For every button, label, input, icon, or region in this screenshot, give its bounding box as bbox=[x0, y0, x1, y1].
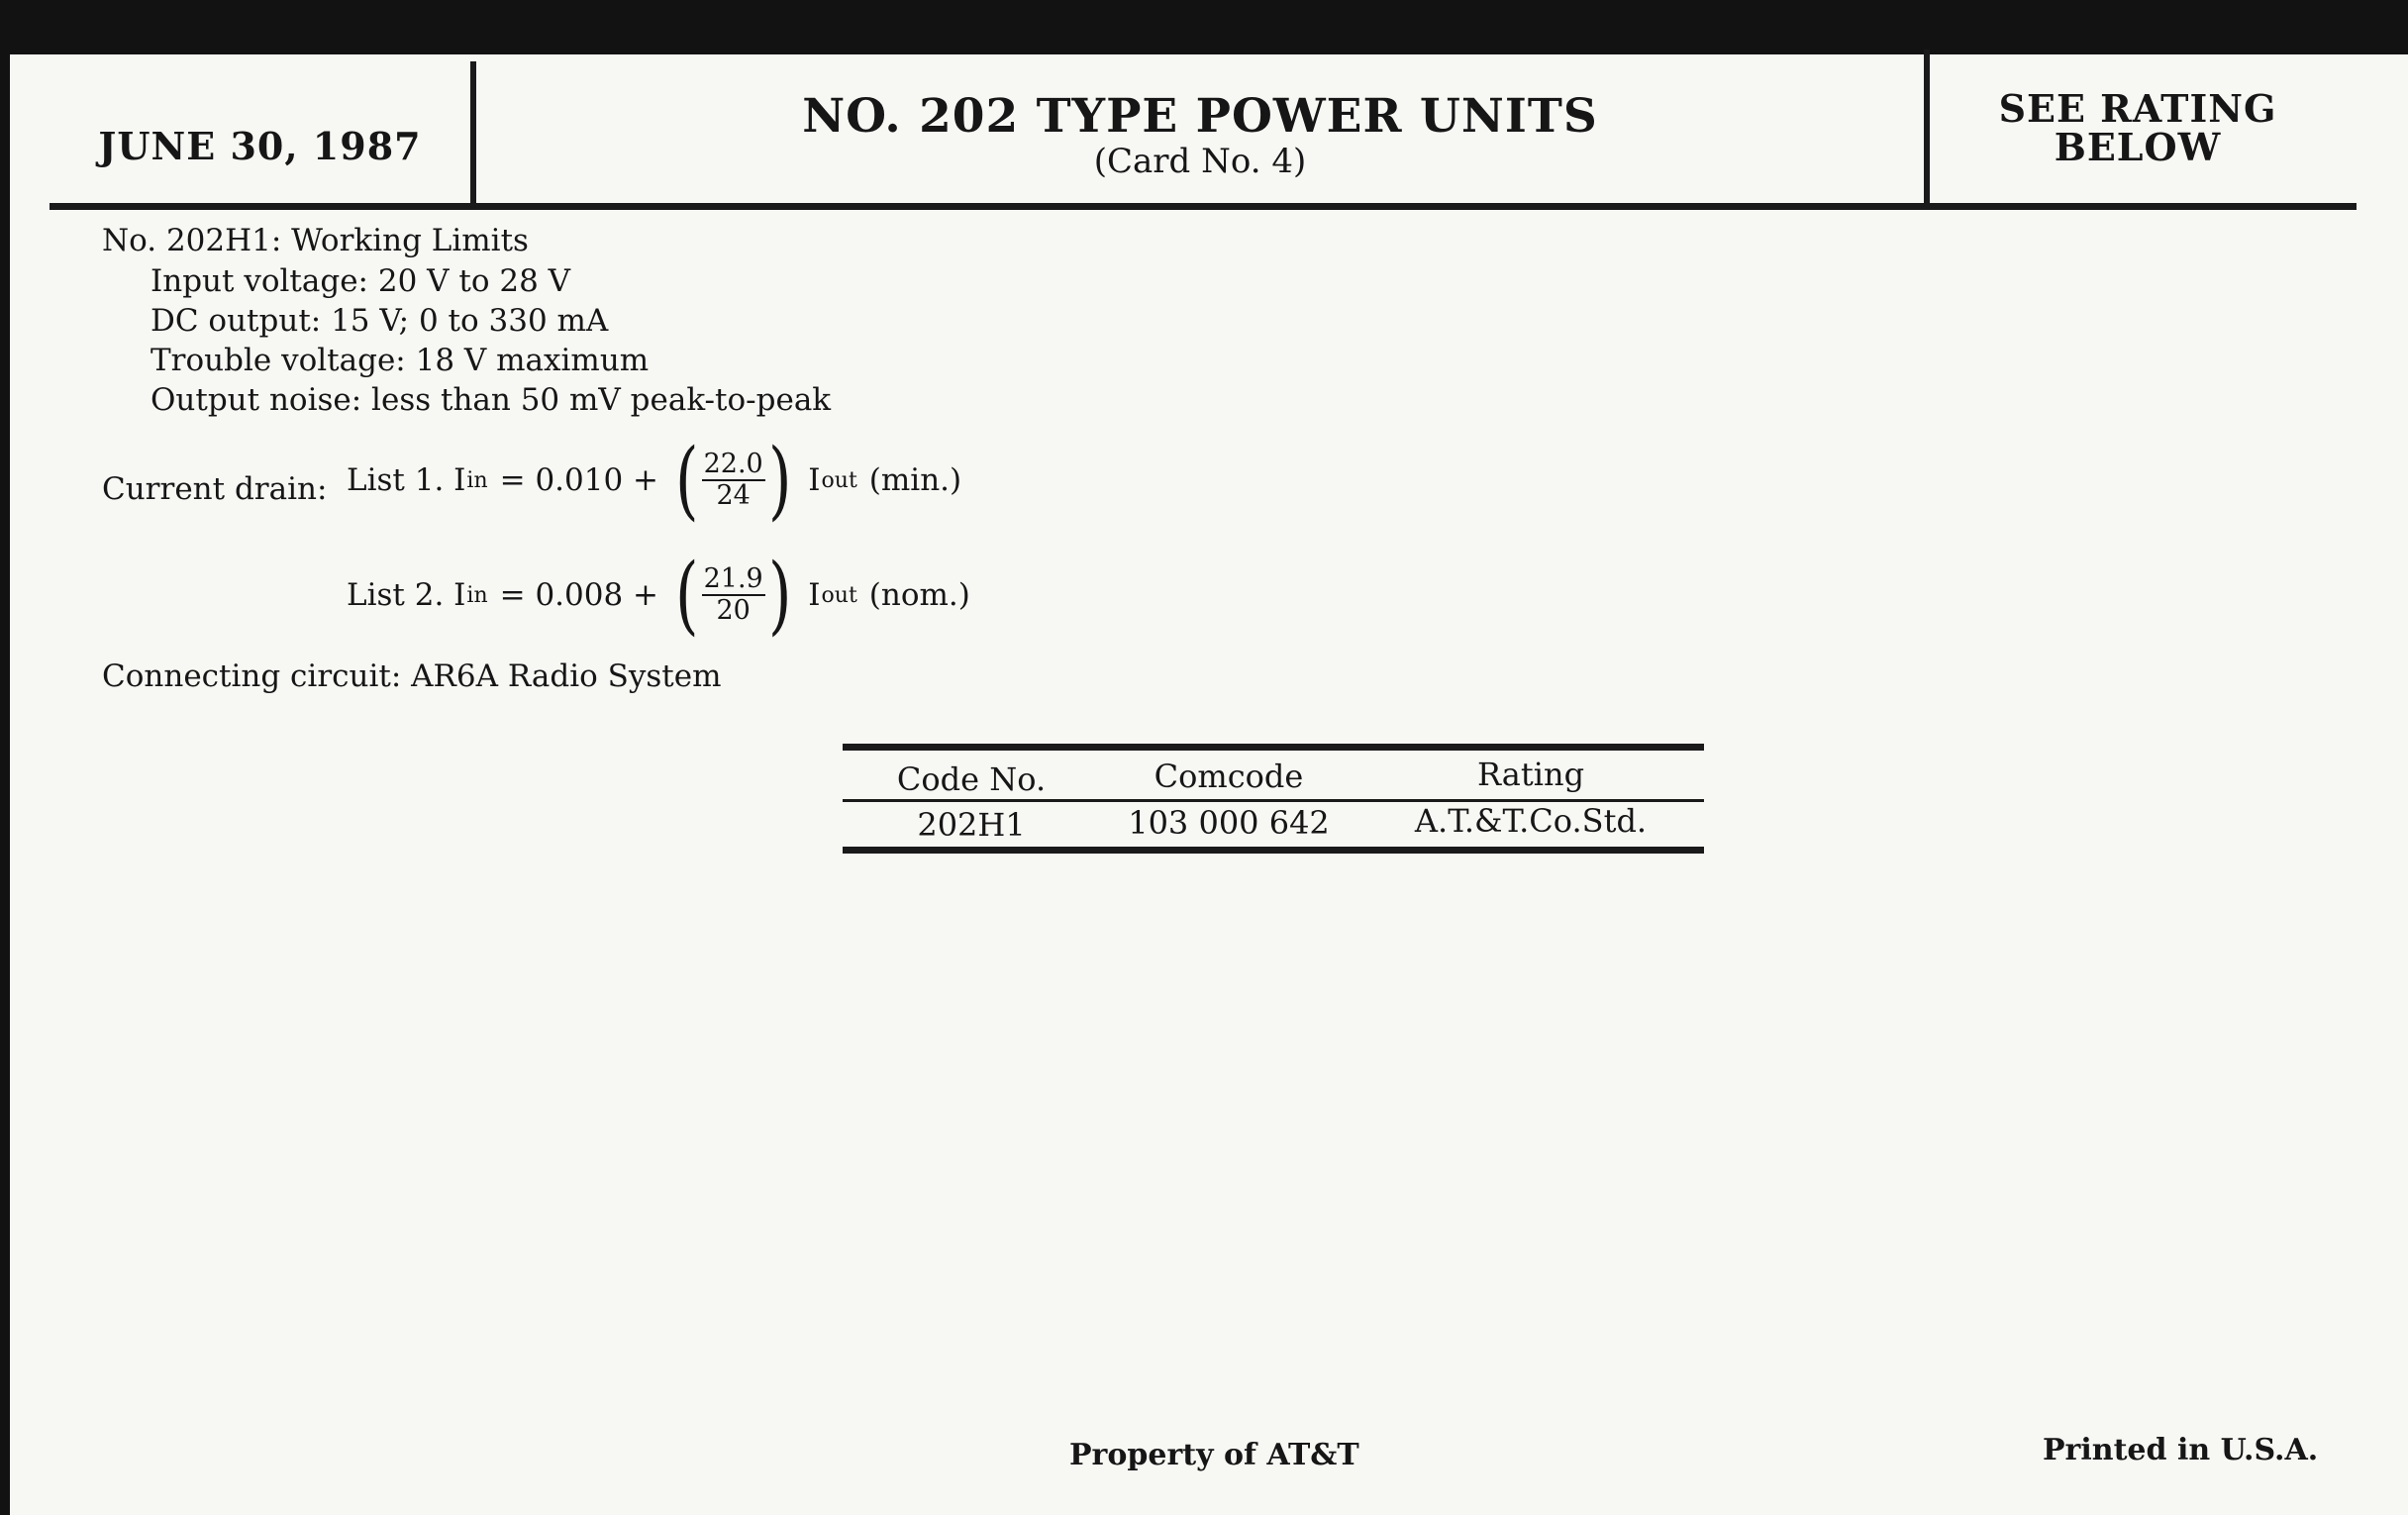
table-cell-comcode: 103 000 642 bbox=[1128, 804, 1330, 842]
formula-list1-suffix: (min.) bbox=[868, 462, 962, 498]
formula-list1-prefix: List 1. I bbox=[347, 462, 466, 498]
formula-list1-iout: I bbox=[808, 462, 821, 498]
table-cell-code-no: 202H1 bbox=[917, 806, 1026, 844]
card-subtitle: (Card No. 4) bbox=[1093, 142, 1307, 181]
card-title: NO. 202 TYPE POWER UNITS bbox=[802, 89, 1598, 144]
formula-list2-sub-in: in bbox=[466, 582, 488, 608]
table-header-code-no: Code No. bbox=[896, 760, 1047, 798]
rating-note bbox=[1930, 86, 2346, 169]
fraction-denominator: 20 bbox=[716, 595, 751, 626]
limits-heading: No. 202H1: Working Limits bbox=[102, 223, 529, 258]
rating-note-line1: SEE RATING bbox=[1998, 86, 2277, 131]
table-bottom-rule bbox=[843, 847, 1704, 854]
formula-list1-sub-in: in bbox=[466, 467, 488, 493]
formula-list2-iout: I bbox=[808, 577, 821, 613]
paren-close: ) bbox=[767, 546, 792, 645]
formula-list1-fraction bbox=[702, 450, 765, 511]
paren-open: ( bbox=[675, 546, 699, 645]
rating-note-line2: BELOW bbox=[2054, 125, 2222, 169]
paren-close: ) bbox=[767, 431, 792, 530]
paren-open: ( bbox=[675, 431, 699, 530]
fraction-numerator: 21.9 bbox=[703, 563, 763, 594]
fraction-numerator: 22.0 bbox=[703, 449, 763, 479]
formula-list2-suffix: (nom.) bbox=[868, 577, 970, 613]
limit-trouble-voltage: Trouble voltage: 18 V maximum bbox=[150, 343, 650, 378]
table-header-comcode: Comcode bbox=[1154, 758, 1304, 795]
formula-list2-prefix: List 2. I bbox=[347, 577, 466, 613]
record-card bbox=[10, 54, 2408, 1515]
formula-list2-constant: = 0.008 + bbox=[499, 577, 659, 613]
header-rule bbox=[50, 203, 2357, 210]
table-header-rating: Rating bbox=[1476, 756, 1585, 793]
limit-input-voltage: Input voltage: 20 V to 28 V bbox=[150, 263, 571, 299]
fraction-denominator: 24 bbox=[716, 480, 751, 511]
formula-list2-fraction bbox=[702, 564, 765, 626]
formula-list2-sub-out: out bbox=[821, 582, 857, 608]
current-drain-label: Current drain: bbox=[102, 471, 328, 507]
formula-list1 bbox=[347, 431, 962, 530]
footer-property: Property of AT&T bbox=[1069, 1438, 1359, 1472]
limit-dc-output: DC output: 15 V; 0 to 330 mA bbox=[150, 303, 609, 339]
formula-list2 bbox=[347, 546, 970, 645]
limit-output-noise: Output noise: less than 50 mV peak-to-peak bbox=[150, 382, 832, 418]
formula-list1-constant: = 0.010 + bbox=[499, 462, 659, 498]
table-cell-rating: A.T.&T.Co.Std. bbox=[1414, 802, 1648, 840]
card-date: JUNE 30, 1987 bbox=[98, 124, 422, 168]
formula-list1-sub-out: out bbox=[821, 467, 857, 493]
footer-printed: Printed in U.S.A. bbox=[2043, 1433, 2319, 1467]
connecting-circuit: Connecting circuit: AR6A Radio System bbox=[102, 658, 722, 694]
table-top-rule bbox=[843, 744, 1704, 751]
